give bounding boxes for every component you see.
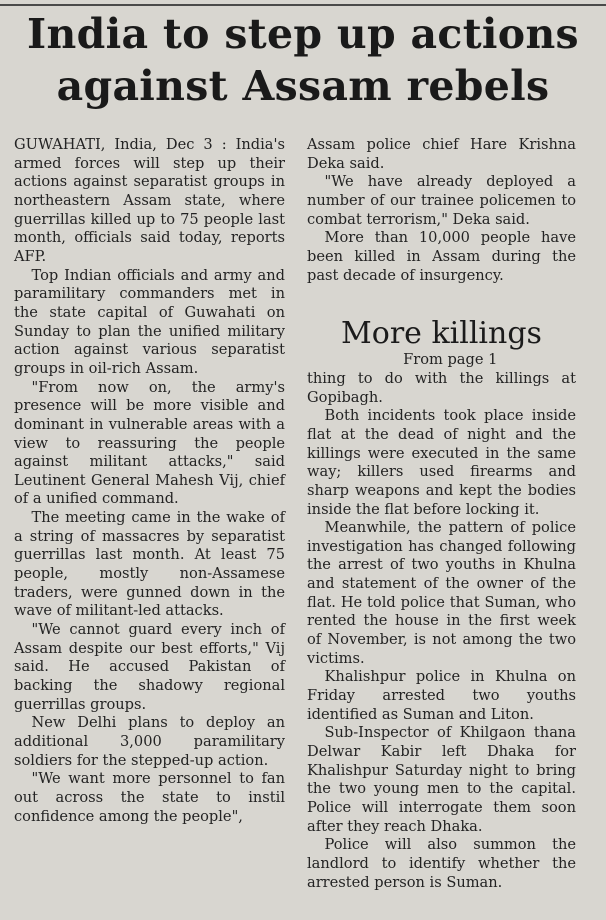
article-paragraph: New Delhi plans to deploy an additional 3,000 paramilitary soldiers for the stepped-up action. — [14, 714, 285, 769]
article-paragraph: Both incidents took place inside flat at the dead of night and the killings were executed in the same way; killers used firearms and sharp weapons and kept the bodies inside the flat before locking it. — [307, 407, 576, 518]
article-paragraph: More than 10,000 people have been killed in Assam during the past decade of insurgency. — [307, 229, 576, 284]
article-paragraph: "We want more personnel to fan out across the state to instil confidence among the people", — [14, 770, 285, 825]
article-paragraph: GUWAHATI, India, Dec 3 : India's armed forces will step up their actions against separatist groups in northeastern Assam state, where guerrillas killed up to 75 people last month, officials said today, reports AFP. — [14, 136, 285, 265]
article-paragraph: Sub-Inspector of Khilgaon thana Delwar Kabir left Dhaka for Khalishpur Saturday night to bring the two young men to the capital. Police will interrogate them soon after they reach Dhaka. — [307, 724, 576, 835]
left-column — [14, 136, 285, 826]
top-rule — [0, 4, 606, 6]
article-paragraph: "We cannot guard every inch of Assam despite our best efforts," Vij said. He accused Pakistan of backing the shadowy regional guerrillas groups. — [14, 621, 285, 713]
article-paragraph: "From now on, the army's presence will be more visible and dominant in vulnerable areas with a view to reassuring the people against militant attacks," said Leutinent General Mahesh Vij, chief of a unified command. — [14, 378, 285, 508]
headline-line-2: against Assam rebels — [56, 62, 550, 110]
article-paragraph: Police will also summon the landlord to identify whether the arrested person is Suman. — [307, 836, 576, 891]
article-paragraph: Assam police chief Hare Krishna Deka said. — [307, 136, 576, 172]
main-headline — [0, 8, 606, 112]
article-paragraph: The meeting came in the wake of a string of massacres by separatist guerrillas last month. At least 75 people, mostly non-Assamese traders, were gunned down in the wave of militant-led attacks. — [14, 509, 285, 620]
second-story-headline: More killings — [341, 316, 542, 352]
article-paragraph: "We have already deployed a number of our trainee policemen to combat terrorism," Deka said. — [307, 173, 576, 228]
article-paragraph: thing to do with the killings at Gopibagh. — [307, 369, 576, 406]
right-column — [307, 136, 576, 892]
jump-line: From page 1 — [403, 351, 498, 369]
article-paragraph: Meanwhile, the pattern of police investigation has changed following the arrest of two youths in Khulna and statement of the owner of the flat. He told police that Suman, who rented the house in the first week of November, is not among the two victims. — [307, 519, 576, 667]
headline-line-1: India to step up actions — [27, 10, 579, 58]
article-paragraph: Top Indian officials and army and paramilitary commanders met in the state capital of Guwahati on Sunday to plan the unified military action against various separatist groups in oil-rich Assam. — [14, 266, 285, 377]
article-paragraph: Khalishpur police in Khulna on Friday arrested two youths identified as Suman and Liton. — [307, 668, 576, 723]
